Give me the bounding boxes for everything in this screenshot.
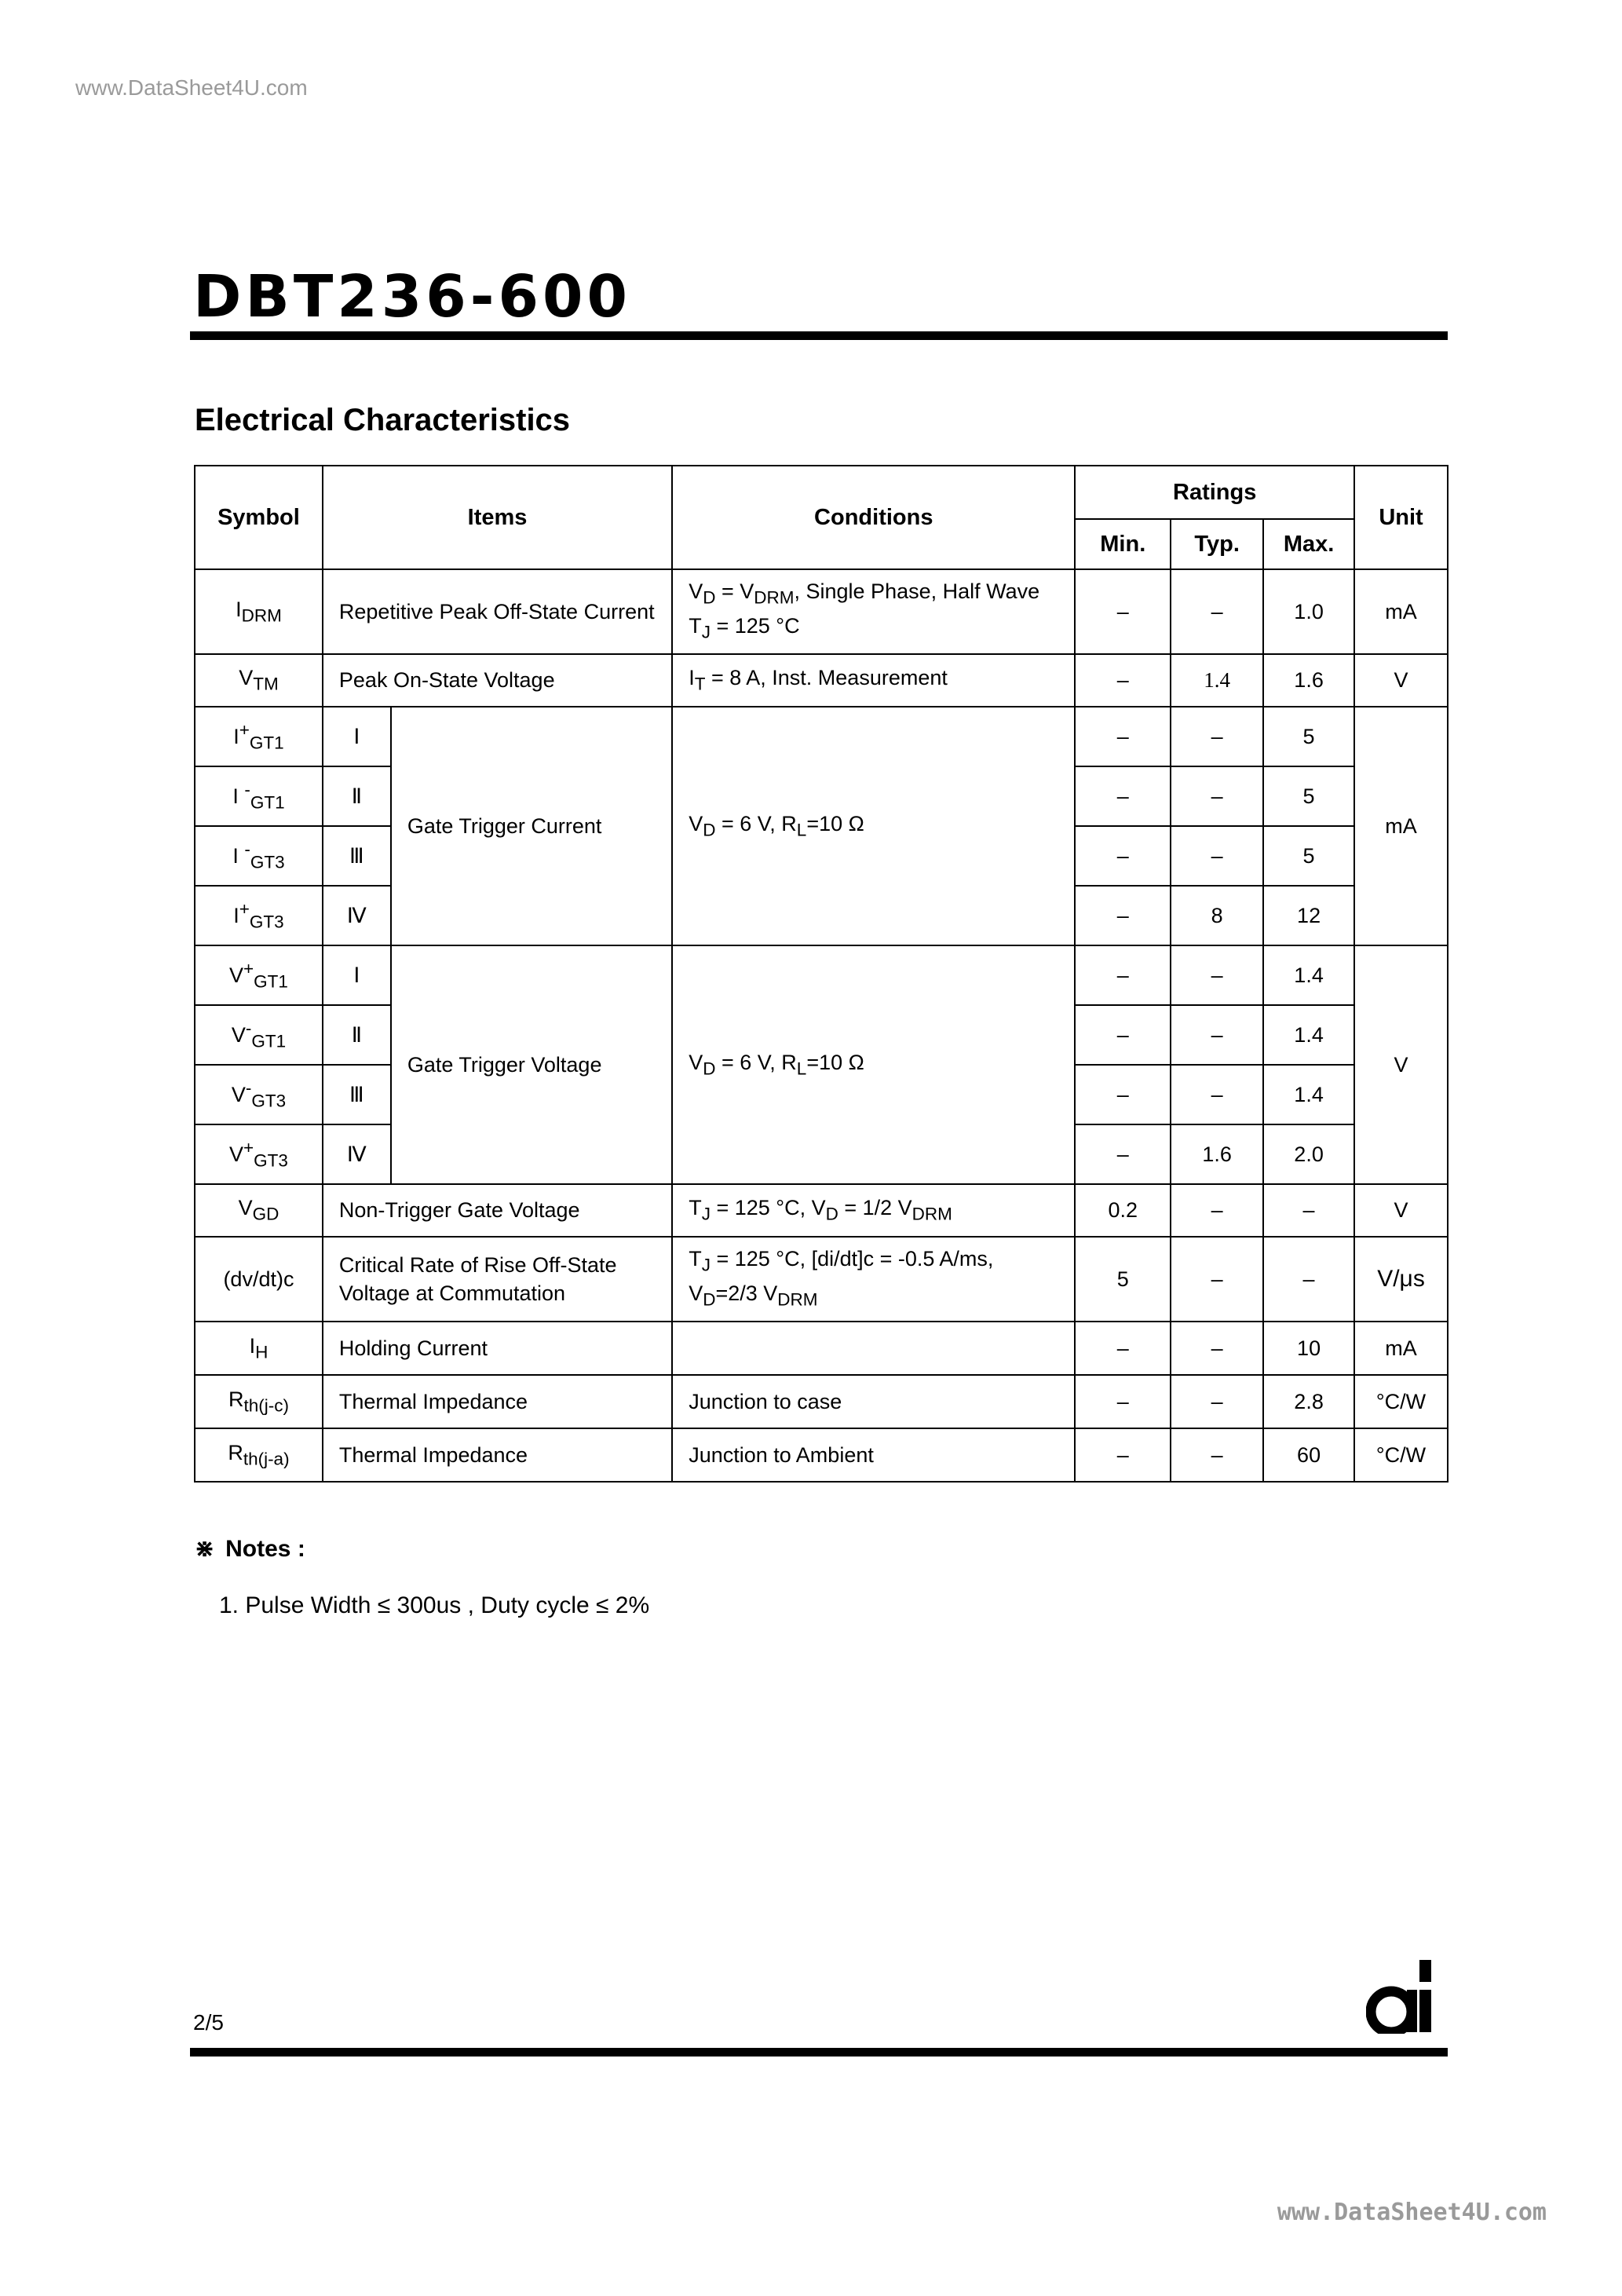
- max-cell: 10: [1263, 1322, 1354, 1375]
- conditions-cell: $T_J = 125$ °C, [di/dt]c = -0.5 A/ms, $V_D=2/3$ $V_{DRM}$: [672, 1237, 1075, 1322]
- notes-marker-icon: ⋇: [195, 1536, 215, 1562]
- symbol-cell: $V^+_{GT1}$: [195, 945, 323, 1005]
- quadrant-cell: Ⅰ: [323, 707, 391, 766]
- conditions-cell: Junction to case: [672, 1375, 1075, 1428]
- min-cell: –: [1075, 1322, 1171, 1375]
- table-row: [195, 1428, 1448, 1482]
- min-cell: 5: [1075, 1237, 1171, 1322]
- unit-cell: °C/W: [1354, 1375, 1448, 1428]
- unit-cell: V: [1354, 1184, 1448, 1237]
- typ-cell: –: [1171, 945, 1263, 1005]
- typ-cell: –: [1171, 1375, 1263, 1428]
- min-cell: –: [1075, 886, 1171, 945]
- watermark-bottom: www.DataSheet4U.com: [1277, 2199, 1547, 2226]
- quadrant-cell: Ⅱ: [323, 1005, 391, 1065]
- quadrant-cell: Ⅱ: [323, 766, 391, 826]
- min-cell: –: [1075, 654, 1171, 707]
- symbol-cell: I -$_{GT1}$: [195, 766, 323, 826]
- item-cell: Critical Rate of Rise Off-State Voltage at Commutation: [323, 1237, 672, 1322]
- min-cell: –: [1075, 1124, 1171, 1184]
- max-cell: 1.6: [1263, 654, 1354, 707]
- min-cell: –: [1075, 945, 1171, 1005]
- symbol-cell: $R_{th(j-a)}$: [195, 1428, 323, 1482]
- conditions-cell: $V_D = V_{DRM}$, Single Phase, Half Wave $T_J = 125$ °C: [672, 569, 1075, 654]
- conditions-cell: $V_D = 6$ V, $R_L=10$ Ω: [672, 945, 1075, 1184]
- table-row: [195, 654, 1448, 707]
- document-title: DBT236-600: [193, 263, 631, 331]
- header-unit: Unit: [1354, 466, 1448, 569]
- typ-cell: –: [1171, 1065, 1263, 1124]
- symbol-cell: $V^+_{GT3}$: [195, 1124, 323, 1184]
- item-cell: Gate Trigger Voltage: [391, 945, 672, 1184]
- item-cell: Peak On-State Voltage: [323, 654, 672, 707]
- header-conditions: Conditions: [672, 466, 1075, 569]
- table-row: [195, 1184, 1448, 1237]
- conditions-cell: Junction to Ambient: [672, 1428, 1075, 1482]
- quadrant-cell: Ⅲ: [323, 1065, 391, 1124]
- min-cell: –: [1075, 707, 1171, 766]
- max-cell: 60: [1263, 1428, 1354, 1482]
- symbol-cell: $I_H$: [195, 1322, 323, 1375]
- typ-cell: –: [1171, 1322, 1263, 1375]
- typ-cell: 1.6: [1171, 1124, 1263, 1184]
- symbol-cell: $V_{TM}$: [195, 654, 323, 707]
- page-number: 2/5: [193, 2010, 224, 2035]
- section-title: Electrical Characteristics: [195, 403, 571, 437]
- min-cell: –: [1075, 1005, 1171, 1065]
- typ-cell: –: [1171, 1428, 1263, 1482]
- item-cell: Non-Trigger Gate Voltage: [323, 1184, 672, 1237]
- table-row: [195, 1375, 1448, 1428]
- conditions-cell: $V_D = 6$ V, $R_L=10$ Ω: [672, 707, 1075, 945]
- header-symbol: Symbol: [195, 466, 323, 569]
- max-cell: 5: [1263, 826, 1354, 886]
- symbol-cell: $V^-_{GT1}$: [195, 1005, 323, 1065]
- electrical-characteristics-table: [194, 465, 1448, 1483]
- conditions-cell: $T_J = 125$ °C, $V_D = 1/2$ $V_{DRM}$: [672, 1184, 1075, 1237]
- symbol-cell: $R_{th(j-c)}$: [195, 1375, 323, 1428]
- min-cell: –: [1075, 1428, 1171, 1482]
- max-cell: 1.4: [1263, 945, 1354, 1005]
- item-cell: Gate Trigger Current: [391, 707, 672, 945]
- symbol-cell: $I^+_{GT3}$: [195, 886, 323, 945]
- company-logo-icon: [1366, 1955, 1437, 2034]
- table-row: [195, 1322, 1448, 1375]
- max-cell: 12: [1263, 886, 1354, 945]
- quadrant-cell: Ⅲ: [323, 826, 391, 886]
- min-cell: –: [1075, 1375, 1171, 1428]
- max-cell: –: [1263, 1184, 1354, 1237]
- unit-cell: mA: [1354, 707, 1448, 945]
- symbol-cell: $V^-_{GT3}$: [195, 1065, 323, 1124]
- min-cell: –: [1075, 826, 1171, 886]
- min-cell: –: [1075, 1065, 1171, 1124]
- typ-cell: –: [1171, 1005, 1263, 1065]
- conditions-cell: $I_T = 8$ A, Inst. Measurement: [672, 654, 1075, 707]
- unit-cell: mA: [1354, 1322, 1448, 1375]
- typ-cell: –: [1171, 707, 1263, 766]
- quadrant-cell: Ⅳ: [323, 1124, 391, 1184]
- header-ratings: Ratings: [1075, 466, 1354, 519]
- notes-heading: ⋇ Notes :: [195, 1536, 305, 1562]
- max-cell: 5: [1263, 707, 1354, 766]
- table-row: [195, 945, 1448, 1005]
- watermark-top: www.DataSheet4U.com: [75, 75, 308, 100]
- typ-cell: –: [1171, 826, 1263, 886]
- header-items: Items: [323, 466, 672, 569]
- typ-cell: 1.4: [1171, 654, 1263, 707]
- header-min: Min.: [1075, 519, 1171, 569]
- min-cell: 0.2: [1075, 1184, 1171, 1237]
- min-cell: –: [1075, 766, 1171, 826]
- max-cell: 5: [1263, 766, 1354, 826]
- unit-cell: V/μs: [1354, 1237, 1448, 1322]
- min-cell: –: [1075, 569, 1171, 654]
- title-rule: [190, 331, 1448, 340]
- header-typ: Typ.: [1171, 519, 1263, 569]
- max-cell: 1.4: [1263, 1005, 1354, 1065]
- typ-cell: –: [1171, 1184, 1263, 1237]
- symbol-cell: I -$_{GT3}$: [195, 826, 323, 886]
- symbol-cell: $I^+_{GT1}$: [195, 707, 323, 766]
- table-row: [195, 569, 1448, 654]
- note-item: 1. Pulse Width ≤ 300us , Duty cycle ≤ 2%: [219, 1592, 650, 1618]
- max-cell: 1.0: [1263, 569, 1354, 654]
- header-max: Max.: [1263, 519, 1354, 569]
- symbol-cell: $I_{DRM}$: [195, 569, 323, 654]
- typ-cell: 8: [1171, 886, 1263, 945]
- typ-cell: –: [1171, 569, 1263, 654]
- max-cell: 2.0: [1263, 1124, 1354, 1184]
- max-cell: –: [1263, 1237, 1354, 1322]
- quadrant-cell: Ⅰ: [323, 945, 391, 1005]
- footer-rule: [190, 2048, 1448, 2057]
- max-cell: 2.8: [1263, 1375, 1354, 1428]
- item-cell: Repetitive Peak Off-State Current: [323, 569, 672, 654]
- unit-cell: V: [1354, 945, 1448, 1184]
- typ-cell: –: [1171, 1237, 1263, 1322]
- item-cell: Thermal Impedance: [323, 1428, 672, 1482]
- conditions-cell: [672, 1322, 1075, 1375]
- quadrant-cell: Ⅳ: [323, 886, 391, 945]
- table-row: [195, 1237, 1448, 1322]
- item-cell: Thermal Impedance: [323, 1375, 672, 1428]
- table-row: [195, 707, 1448, 766]
- max-cell: 1.4: [1263, 1065, 1354, 1124]
- unit-cell: mA: [1354, 569, 1448, 654]
- item-cell: Holding Current: [323, 1322, 672, 1375]
- symbol-cell: $V_{GD}$: [195, 1184, 323, 1237]
- symbol-cell: (dv/dt)c: [195, 1237, 323, 1322]
- typ-cell: –: [1171, 766, 1263, 826]
- unit-cell: °C/W: [1354, 1428, 1448, 1482]
- unit-cell: V: [1354, 654, 1448, 707]
